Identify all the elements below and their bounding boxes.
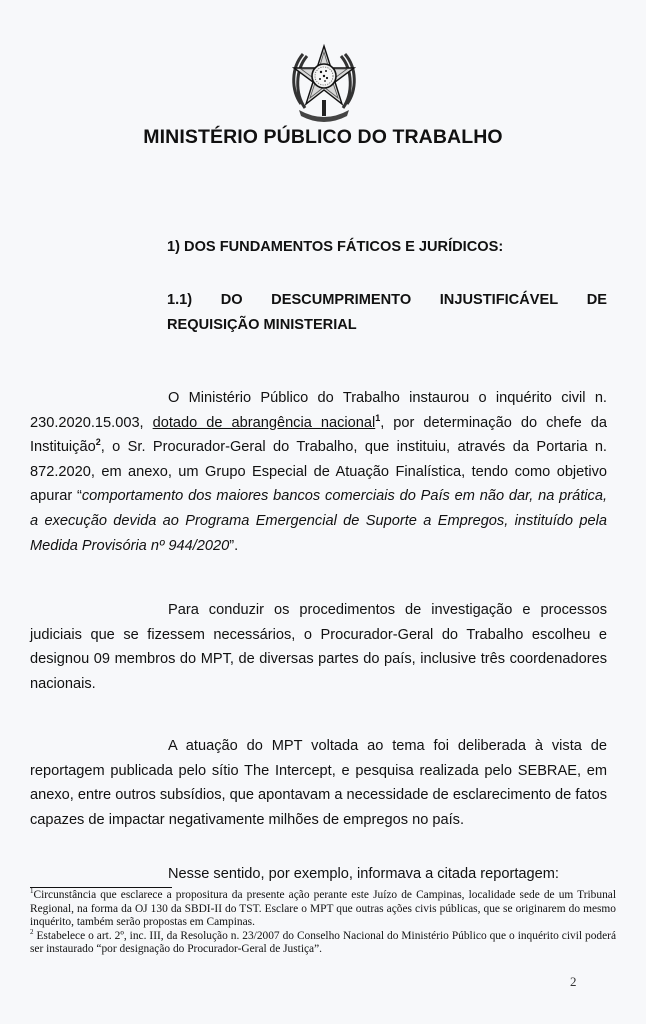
footnote-ref-1[interactable]: 1 — [375, 412, 381, 423]
subheading-word: 1.1) — [167, 292, 193, 308]
paragraph-inquerito — [30, 386, 607, 558]
quoted-objective: comportamento dos maiores bancos comerciais do País em não dar, na prática, a execução devida ao Programa Emergencial de Suporte a Empregos, instituído pela Medida Provisória nº 944/2020 — [30, 488, 607, 554]
subheading-word: DESCUMPRIMENTO — [271, 292, 412, 308]
page-number: 2 — [570, 974, 577, 989]
paragraph-designation — [30, 598, 607, 696]
coat-of-arms-icon — [285, 38, 363, 128]
footnote-separator — [30, 887, 172, 888]
p3-text: A atuação do MPT voltada ao tema foi deliberada à vista de reportagem publicada pelo sítio The Intercept, e pesquisa realizada pelo SEBRAE, em anexo, entre outros subsídios, que apontavam a necessidade de esclarecimento de fatos capazes de impactar negativamente milhões de empregos no país. — [30, 738, 607, 828]
p1-text-a: O Ministério Público do Trabalho instaurou o inquérito civil n. 230.2020.15.003, — [30, 390, 607, 431]
subheading-line-2: REQUISIÇÃO MINISTERIAL — [167, 317, 357, 333]
paragraph-motivation — [30, 734, 607, 832]
footnote-2 — [30, 927, 616, 957]
p4-text: Nesse sentido, por exemplo, informava a citada reportagem: — [168, 866, 559, 882]
p1-text-d: ”. — [229, 537, 239, 554]
subheading-word: DE — [586, 292, 607, 308]
underlined-phrase: dotado de abrangência nacional — [152, 414, 376, 431]
footnote-1-text: Circunstância que esclarece a propositura da presente ação perante este Juízo de Campinas, localidade sede de um Tribunal Regional, na forma da OJ 130 da SBDI-II do TST. Esclare o MPT que outras ações civis públicas, que se originarem do mesmo inquérito, também serão propostas em Campinas. — [30, 889, 616, 929]
paragraph-report-intro — [30, 862, 630, 887]
p1-text-b: , por determinação do chefe da Instituição — [30, 414, 608, 456]
footnote-1-mark: 1 — [30, 887, 34, 896]
subheading-word: DO — [220, 292, 243, 308]
subsection-heading — [167, 288, 607, 338]
subheading-word: INJUSTIFICÁVEL — [439, 292, 559, 308]
p2-text: Para conduzir os procedimentos de investigação e processos judiciais que se fizessem necessários, o Procurador-Geral do Trabalho escolheu e designou 09 membros do MPT, de diversas partes do país, inclusive três coordenadores nacionais. — [30, 602, 607, 692]
section-heading: 1) DOS FUNDAMENTOS FÁTICOS E JURÍDICOS: — [167, 239, 504, 255]
footnotes — [30, 889, 616, 957]
footnote-1 — [30, 889, 616, 930]
footnote-ref-2[interactable]: 2 — [95, 437, 101, 448]
footnote-2-mark: 2 — [30, 927, 34, 936]
footnote-2-text: Estabelece o art. 2º, inc. III, da Resolução n. 23/2007 do Conselho Nacional do Ministério Público que o inquérito civil poderá ser instaurado “por designação do Procurador-Geral de Justiça”. — [30, 929, 616, 956]
organization-title: MINISTÉRIO PÚBLICO DO TRABALHO — [143, 126, 503, 148]
p1-text-c: , o Sr. Procurador-Geral do Trabalho, que instituiu, através da Portaria n. 872.2020, em anexo, um Grupo Especial de Atuação Finalística, tendo como objetivo apurar “ — [30, 439, 607, 505]
